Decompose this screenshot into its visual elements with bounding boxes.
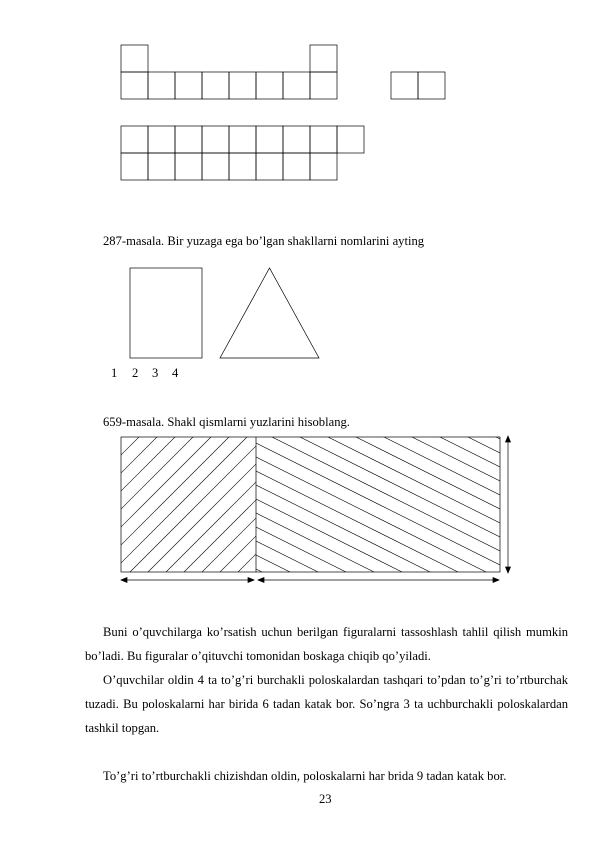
hatched-rectangle-figure (0, 177, 511, 691)
grid-cell (229, 153, 256, 180)
hatch-line (256, 289, 500, 411)
hatch-line (256, 499, 500, 621)
hatch-line (256, 471, 500, 593)
grid-cell (202, 72, 229, 99)
grid-cell (310, 153, 337, 180)
grid-cell (175, 126, 202, 153)
figure-label-3: 3 (152, 366, 159, 380)
problem-287: 287-masala. Bir yuzaga ega bo’lgan shakllarni nomlarini ayting (103, 234, 425, 248)
hatch-line (256, 387, 500, 509)
hatch-line (256, 205, 500, 327)
grid-cell (148, 153, 175, 180)
grid-cell (121, 126, 148, 153)
triangle-shape (220, 268, 319, 358)
grid-figures (121, 45, 445, 180)
hatch-line (256, 345, 500, 467)
grid-cell (391, 72, 418, 99)
hatch-line (0, 427, 131, 582)
grid-cell (175, 153, 202, 180)
figure-label-2: 2 (132, 366, 139, 380)
hatch-line (256, 415, 500, 537)
grid-cell (283, 153, 310, 180)
hatch-line (256, 303, 500, 425)
grid-cell (256, 72, 283, 99)
grid-cell (148, 126, 175, 153)
figure-label-4: 4 (172, 366, 179, 380)
left-hatch (0, 427, 419, 582)
hatch-line (256, 191, 500, 313)
hatched-rectangle (121, 437, 500, 572)
dimension-arrows (121, 436, 511, 583)
figure-label-1: 1 (111, 366, 118, 380)
grid-cell (283, 126, 310, 153)
paragraph-1: Buni o’quvchilarga ko’rsatish uchun berilgan figuralarni tassoshlash tahlil qilish mumkin bo’ladi. Bu figuralar o’qituvchi tomonidan boskaga chiqib qo’yiladi. (85, 625, 568, 663)
shapes-figure (130, 268, 319, 358)
problem-659: 659-masala. Shakl qismlarni yuzlarini hisoblang. (103, 415, 350, 429)
grid-cell (121, 45, 148, 72)
grid-cell (256, 126, 283, 153)
hatch-line (256, 513, 500, 635)
grid-cell (283, 72, 310, 99)
hatch-line (264, 427, 419, 582)
hatch-line (256, 485, 500, 607)
grid-cell (310, 45, 337, 72)
page-number: 23 (319, 792, 332, 806)
grid-cell (310, 72, 337, 99)
hatch-line (256, 429, 500, 551)
paragraph-2: O’quvchilar oldin 4 ta to’g’ri burchakli poloskalardan tashqari to’pdan to’g’ri to’rtburchak tuzadi. Bu poloskalarni har birida 6 tadan katak bor. So’ngra 3 ta uchburchakli poloskalardan tashkil topgan. (85, 673, 568, 735)
grid-cell (202, 153, 229, 180)
grid-cell (229, 126, 256, 153)
grid-cell (418, 72, 445, 99)
hatch-line (256, 261, 500, 383)
rectangle-shape (130, 268, 202, 358)
grid-cell (121, 72, 148, 99)
grid-cell (202, 126, 229, 153)
grid-cell (148, 72, 175, 99)
grid-cell (310, 126, 337, 153)
hatch-line (256, 331, 500, 453)
hatch-line (256, 457, 500, 579)
hatch-line (256, 443, 500, 565)
grid-cell (229, 72, 256, 99)
paragraph-3: To’g’ri to’rtburchakli chizishdan oldin, poloskalarni har brida 9 tadan katak bor. (103, 769, 507, 783)
hatch-line (0, 427, 149, 582)
hatch-line (256, 233, 500, 355)
grid-cell (121, 153, 148, 180)
grid-cell (337, 126, 364, 153)
grid-cell (175, 72, 202, 99)
hatch-line (256, 247, 500, 369)
right-hatch (256, 177, 500, 691)
grid-cell (256, 153, 283, 180)
hatch-line (256, 373, 500, 495)
hatch-line (256, 275, 500, 397)
